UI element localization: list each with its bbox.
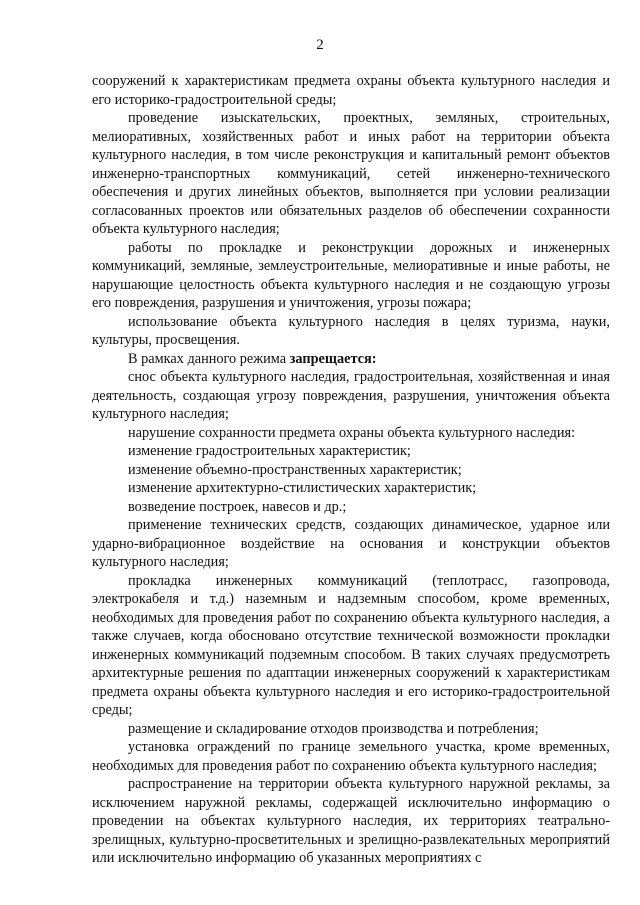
paragraph-12: применение технических средств, создающих динамическое, ударное или ударно-вибрационное воздействие на основания и конструкции объектов культурного наследия;: [92, 517, 610, 570]
prohibited-heading: [92, 350, 610, 369]
paragraph-7: нарушение сохранности предмета охраны объекта культурного наследия:: [128, 424, 576, 441]
paragraph-2: проведение изыскательских, проектных, земляных, строительных, мелиоративных, хозяйственных работ и иных работ на территории объекта культурного наследия, в том числе реконструкция и капитальный ремонт объектов инженерно-транспортных коммуникаций, сетей инженерно-технического обеспечения и других линейных объектов, выполняется при условии реализации согласованных проектов или обязательных разделов об обеспечении сохранности объекта культурного наследия;: [92, 110, 610, 237]
paragraph-13: прокладка инженерных коммуникаций (теплотрасс, газопровода, электрокабеля и т.д.) наземным и надземным способом, кроме временных, необходимых для проведения работ по сохранению объекта культурного наследия, а также случаев, когда обосновано отсутствие технической возможности прокладки инженерных коммуникаций подземным способом. В таких случаях предусмотреть архитектурные решения по адаптации инженерных сооружений к характеристикам предмета охраны объекта культурного наследия и его историко-градостроительной среды;: [92, 572, 610, 718]
paragraph-8: изменение градостроительных характеристик;: [128, 443, 411, 459]
page-number: 2: [316, 37, 324, 53]
paragraph-11: возведение построек, навесов и др.;: [128, 498, 347, 515]
paragraph-1: сооружений к характеристикам предмета охраны объекта культурного наследия и его историко-градостроительной среды;: [92, 73, 610, 108]
prohibited-heading-bold: запрещается:: [289, 350, 377, 367]
paragraph-9: изменение объемно-пространственных характеристик;: [128, 461, 462, 478]
paragraph-6: снос объекта культурного наследия, градостроительная, хозяйственная и иная деятельность, создающая угрозу повреждения, разрушения, уничтожения объекта культурного наследия;: [92, 369, 610, 422]
paragraph-14: размещение и складирование отходов производства и потребления;: [128, 720, 539, 737]
paragraph-10: изменение архитектурно-стилистических характеристик;: [128, 480, 477, 496]
paragraph-15: установка ограждений по границе земельного участка, кроме временных, необходимых для проведения работ по сохранению объекта культурного наследия;: [92, 739, 610, 774]
paragraph-3: работы по прокладке и реконструкции дорожных и инженерных коммуникаций, земляные, землеустроительные, мелиоративные и иные работы, не нарушающие целостность объекта культурного наследия и не создающую угрозы его повреждения, разрушения и уничтожения, угрозы пожара;: [92, 239, 610, 311]
paragraph-16: распространение на территории объекта культурного наружной рекламы, за исключением наружной рекламы, содержащей исключительно информацию о проведении на объектах культурного наследия, их территориях театрально-зрелищных, культурно-просветительных и зрелищно-развлекательных мероприятий или исключительно информацию об указанных мероприятиях с: [92, 776, 610, 866]
document-body: [92, 72, 610, 868]
paragraph-4: использование объекта культурного наследия в целях туризма, науки, культуры, просвещения.: [92, 313, 610, 348]
prohibited-heading-lead: В рамках данного режима: [128, 350, 290, 367]
